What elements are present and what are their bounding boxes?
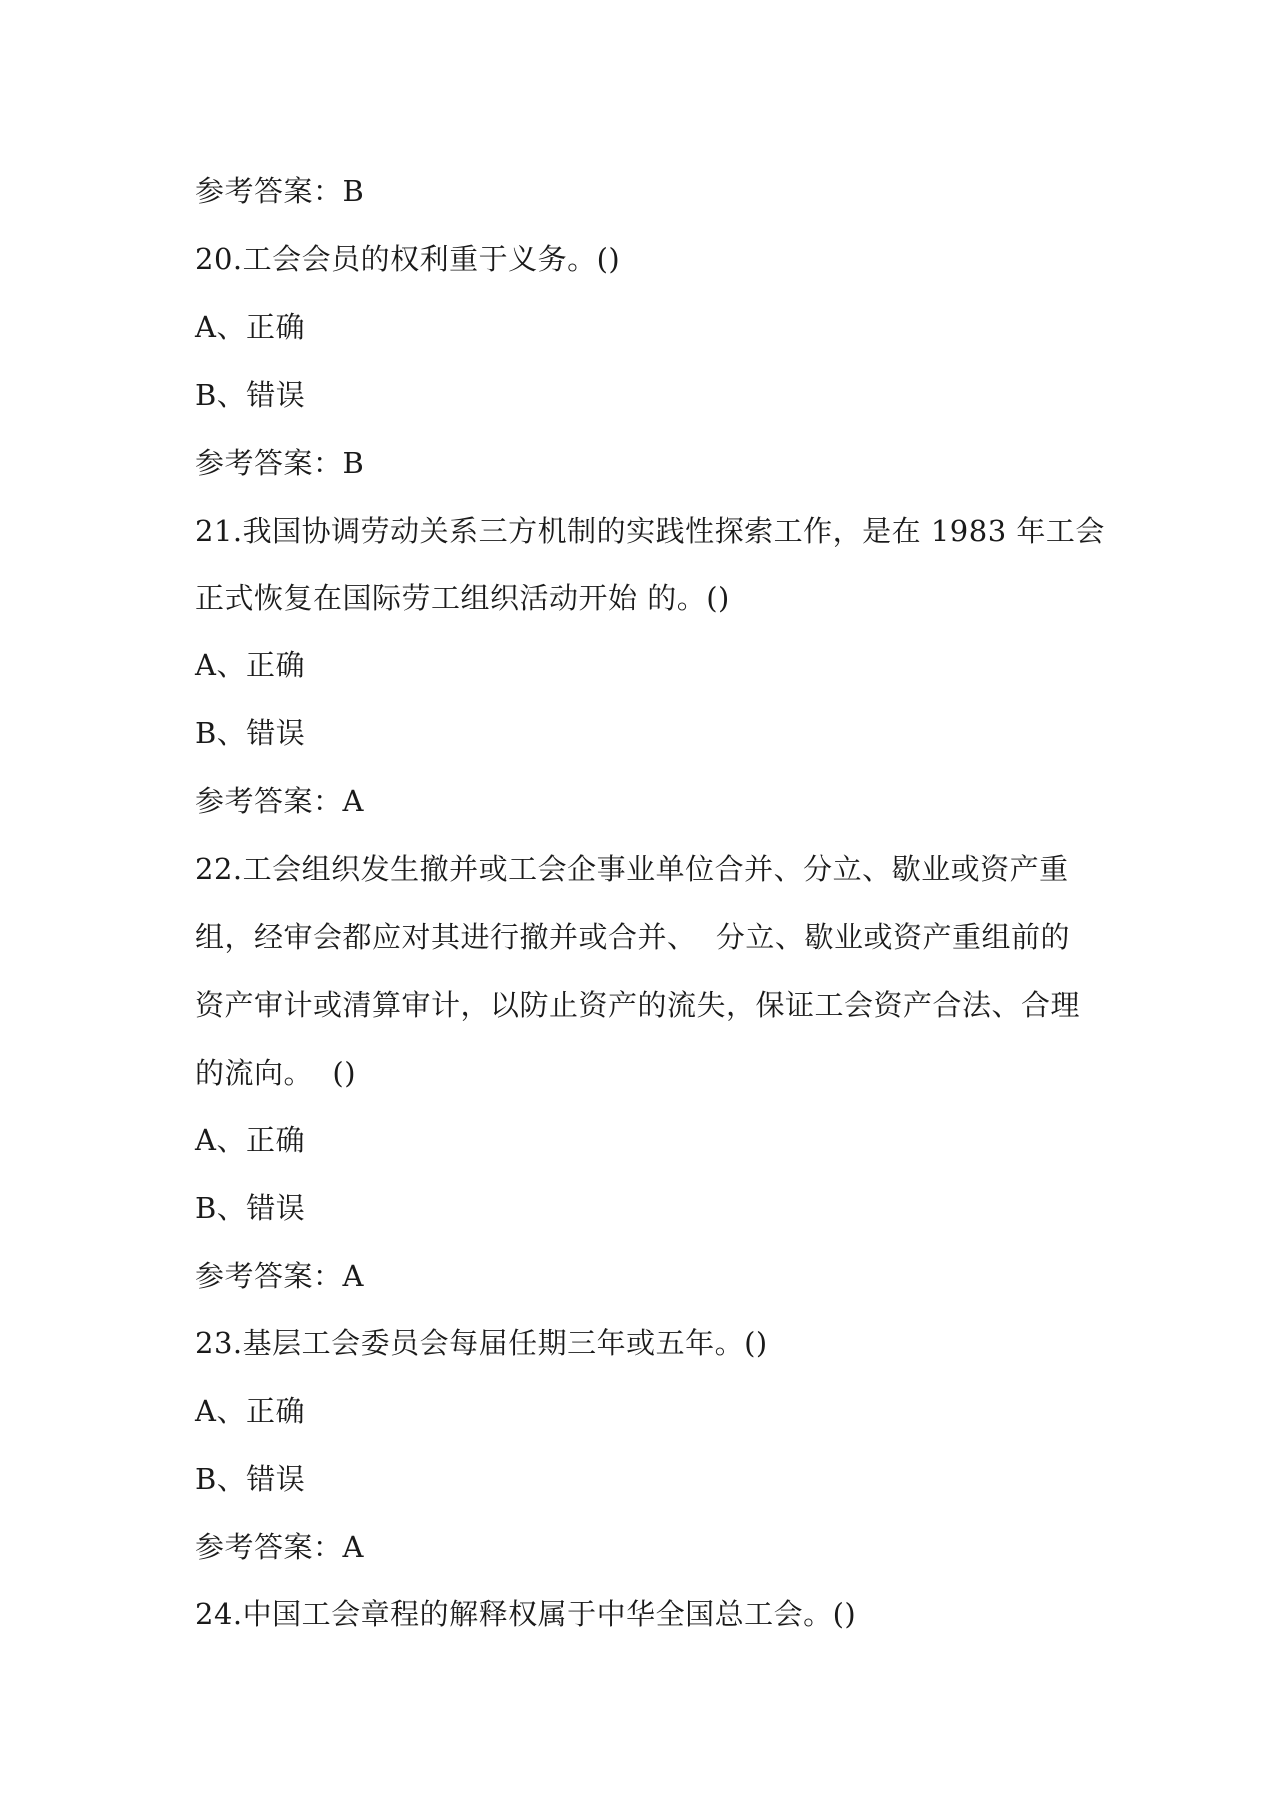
question-20-option-b: B、错误 <box>195 378 306 412</box>
answer-key-22: 参考答案：A <box>195 1259 364 1293</box>
question-23: 23.基层工会委员会每届任期三年或五年。() <box>195 1326 768 1360</box>
question-22-line-3: 资产审计或清算审计，以防止资产的流失，保证工会资产合法、合理 <box>195 988 1081 1022</box>
answer-key-23: 参考答案：A <box>195 1530 364 1564</box>
answer-key-19: 参考答案：B <box>195 174 365 208</box>
question-22-option-a: A、正确 <box>195 1123 305 1157</box>
question-23-option-a: A、正确 <box>195 1394 305 1428</box>
question-22-option-b: B、错误 <box>195 1191 306 1225</box>
question-21-option-a: A、正确 <box>195 648 305 682</box>
question-22-line-4: 的流向。 () <box>195 1056 357 1090</box>
question-20-option-a: A、正确 <box>195 310 305 344</box>
answer-key-20: 参考答案：B <box>195 446 365 480</box>
question-22-line-1: 22.工会组织发生撤并或工会企事业单位合并、分立、歇业或资产重 <box>195 852 1069 886</box>
answer-key-21: 参考答案：A <box>195 784 364 818</box>
question-20: 20.工会会员的权利重于义务。() <box>195 242 621 276</box>
question-24: 24.中国工会章程的解释权属于中华全国总工会。() <box>195 1597 857 1631</box>
question-22-line-2: 组，经审会都应对其进行撤并或合并、 分立、歇业或资产重组前的 <box>195 920 1070 954</box>
question-23-option-b: B、错误 <box>195 1462 306 1496</box>
question-21-line-2: 正式恢复在国际劳工组织活动开始 的。() <box>195 581 730 615</box>
question-21-line-1: 21.我国协调劳动关系三方机制的实践性探索工作，是在 1983 年工会 <box>195 514 1105 548</box>
question-21-option-b: B、错误 <box>195 716 306 750</box>
